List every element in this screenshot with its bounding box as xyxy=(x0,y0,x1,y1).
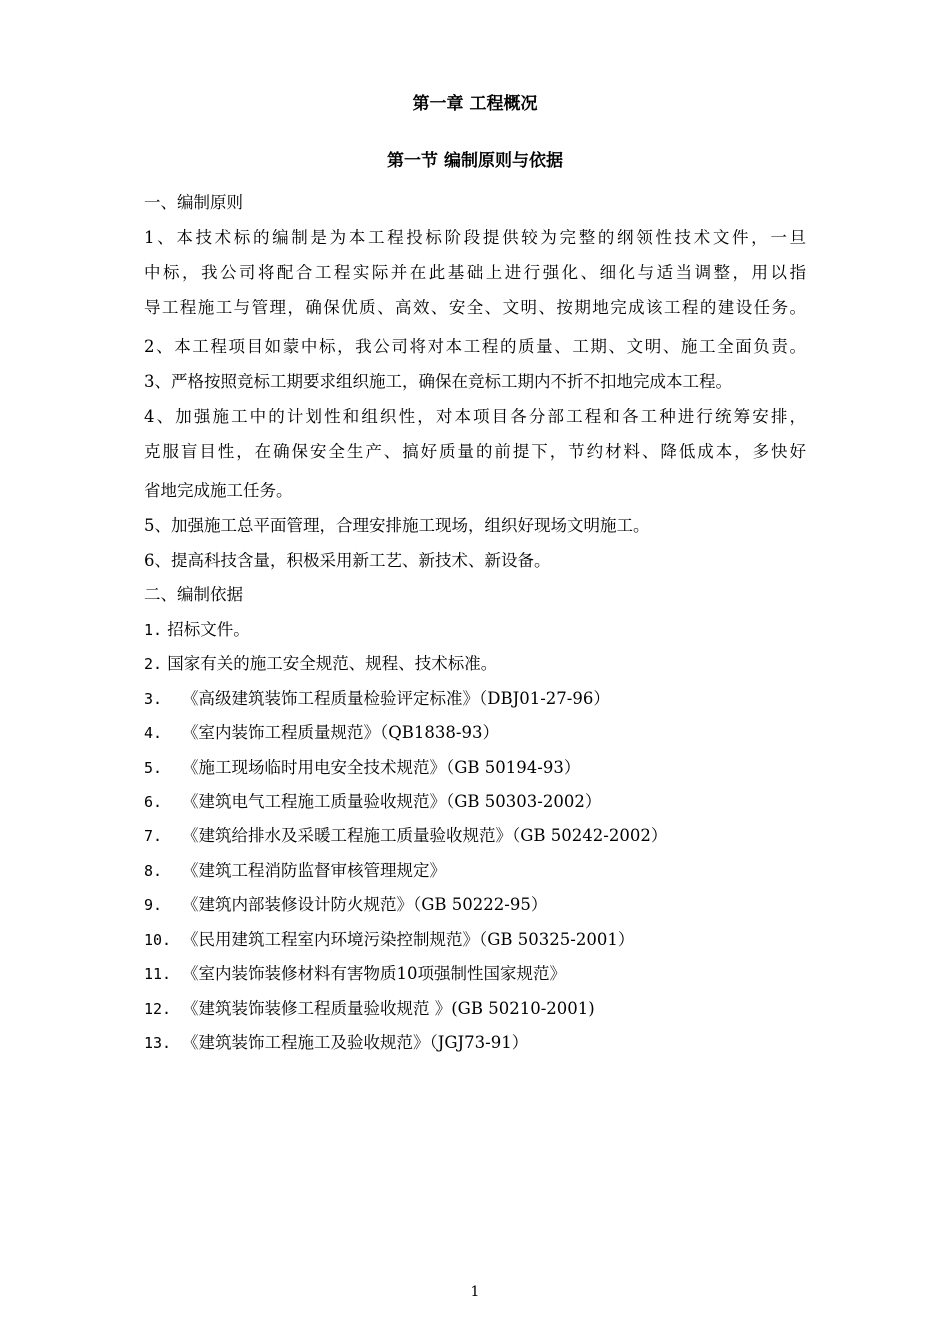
basis-item xyxy=(144,822,667,846)
basis-item xyxy=(144,995,595,1019)
basis-item-number: 4. xyxy=(144,724,163,742)
page-number: 1 xyxy=(470,1284,480,1300)
basis-item xyxy=(144,685,610,709)
basis-item-number: 2. xyxy=(144,655,163,673)
basis-item xyxy=(144,926,634,950)
basis-item-text: 国家有关的施工安全规范、规程、技术标准。 xyxy=(162,654,498,673)
basis-item xyxy=(144,616,250,640)
basis-item-number: 6. xyxy=(144,793,163,811)
chapter-title: 第一章 工程概况 xyxy=(412,94,538,114)
basis-item-number: 3. xyxy=(144,690,163,708)
basis-item-text: 《建筑工程消防监督审核管理规定》 xyxy=(182,861,446,880)
principles-heading: 一、编制原则 xyxy=(144,193,243,212)
basis-item-text: 《建筑装饰装修工程质量验收规范 》(GB 50210-2001) xyxy=(182,999,595,1018)
basis-item-text: 招标文件。 xyxy=(162,620,250,639)
basis-item-number: 13. xyxy=(144,1034,172,1052)
principle-line: 6、提高科技含量，积极采用新工艺、新技术、新设备。 xyxy=(144,551,551,570)
basis-item xyxy=(144,719,499,743)
principle-line: 1、本技术标的编制是为本工程投标阶段提供较为完整的纲领性技术文件，一旦 xyxy=(144,228,806,247)
basis-item-text: 《建筑装饰工程施工及验收规范》（JGJ73-91） xyxy=(182,1033,529,1052)
section-title: 第一节 编制原则与依据 xyxy=(387,151,563,171)
basis-item-text: 《建筑给排水及采暖工程施工质量验收规范》（GB 50242-2002） xyxy=(182,826,668,845)
basis-item xyxy=(144,857,446,881)
basis-item-text: 《建筑内部装修设计防火规范》（GB 50222-95） xyxy=(182,895,548,914)
basis-item-number: 5. xyxy=(144,759,163,777)
principle-line: 4、加强施工中的计划性和组织性，对本项目各分部工程和各工种进行统筹安排， xyxy=(144,407,806,426)
basis-item xyxy=(144,650,497,674)
basis-item-text: 《施工现场临时用电安全技术规范》（GB 50194-93） xyxy=(182,758,581,777)
basis-heading: 二、编制依据 xyxy=(144,585,243,604)
basis-item xyxy=(144,754,580,778)
principle-line: 5、加强施工总平面管理，合理安排施工现场，组织好现场文明施工。 xyxy=(144,516,650,535)
principle-line: 省地完成施工任务。 xyxy=(144,481,293,500)
principle-line: 导工程施工与管理，确保优质、高效、安全、文明、按期地完成该工程的建设任务。 xyxy=(144,298,806,317)
basis-item xyxy=(144,788,601,812)
basis-item-number: 8. xyxy=(144,862,163,880)
basis-item xyxy=(144,1029,528,1053)
basis-item-number: 11. xyxy=(144,965,172,983)
basis-item-text: 《民用建筑工程室内环境污染控制规范》（GB 50325-2001） xyxy=(182,930,635,949)
basis-item-number: 10. xyxy=(144,931,172,949)
basis-item-text: 《室内装饰工程质量规范》（QB1838-93） xyxy=(182,723,499,742)
basis-item-text: 《建筑电气工程施工质量验收规范》（GB 50303-2002） xyxy=(182,792,602,811)
basis-item xyxy=(144,960,566,984)
principle-line: 3、严格按照竞标工期要求组织施工，确保在竞标工期内不折不扣地完成本工程。 xyxy=(144,372,732,391)
basis-item-number: 9. xyxy=(144,896,163,914)
basis-item xyxy=(144,891,547,915)
principle-line: 克服盲目性，在确保安全生产、搞好质量的前提下，节约材料、降低成本，多快好 xyxy=(144,442,806,461)
principle-line: 2、本工程项目如蒙中标，我公司将对本工程的质量、工期、文明、施工全面负责。 xyxy=(144,337,806,356)
basis-item-text: 《高级建筑装饰工程质量检验评定标准》（DBJ01-27-96） xyxy=(182,689,610,708)
basis-item-number: 12. xyxy=(144,1000,172,1018)
basis-item-number: 7. xyxy=(144,827,163,845)
basis-item-number: 1. xyxy=(144,621,163,639)
principle-line: 中标，我公司将配合工程实际并在此基础上进行强化、细化与适当调整，用以指 xyxy=(144,263,806,282)
basis-item-text: 《室内装饰装修材料有害物质10项强制性国家规范》 xyxy=(182,964,566,983)
